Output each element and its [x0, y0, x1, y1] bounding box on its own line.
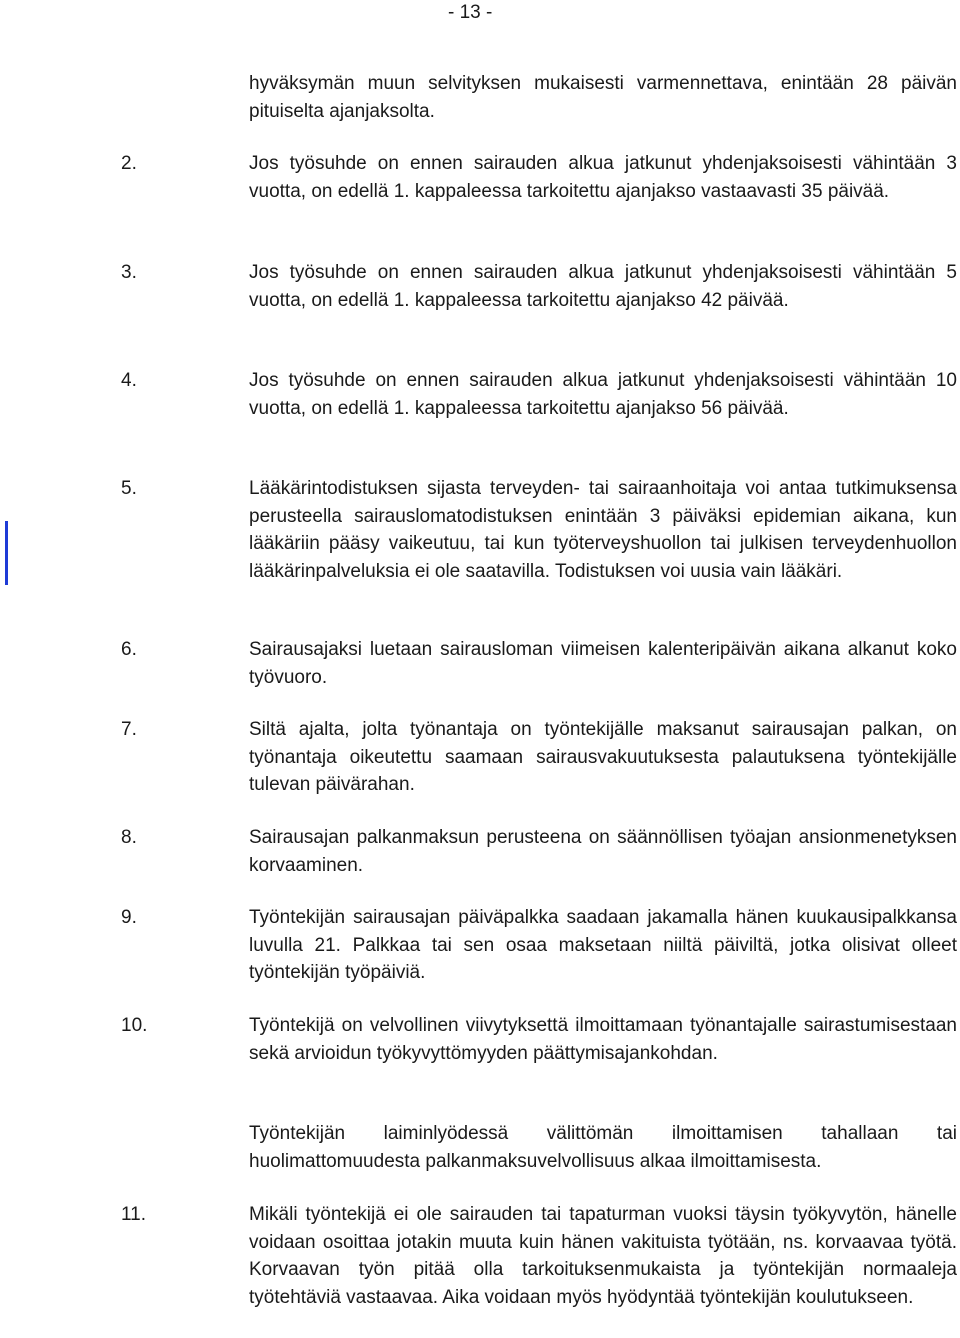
page-number: - 13 - [448, 2, 493, 23]
list-item-number: 5. [121, 478, 137, 499]
list-item-number: 7. [121, 719, 137, 740]
revision-change-bar [5, 521, 8, 585]
list-item-number: 9. [121, 907, 137, 928]
list-item-text: Sairausajan palkanmaksun perusteena on säännöllisen työajan ansionmenetyksen korvaaminen. [249, 827, 957, 876]
list-item-text: Mikäli työntekijä ei ole sairauden tai tapaturman vuoksi täysin työkyvytön, hänelle voidaan osoittaa jotakin muuta kuin hänen vakituista työtään, ns. korvaavaa työtä. Korvaavan työn pitää olla tarkoituksenmukaista ja työntekijän normaaleja työtehtäviä vastaavaa. Aika voidaan myös hyödyntää työntekijän koulutukseen. [249, 1204, 957, 1308]
list-item-text: Työntekijän sairausajan päiväpalkka saadaan jakamalla hänen kuukausipalkkansa luvulla 21. Palkkaa tai sen osaa maksetaan niiltä päiviltä, jotka olisivat olleet työntekijän työpäiviä. [249, 907, 957, 983]
list-item-text: Työntekijä on velvollinen viivytyksettä ilmoittamaan työnantajalle sairastumisestaan sekä arvioidun työkyvyttömyyden päättymisajankohdan. [249, 1015, 957, 1064]
list-item-number: 6. [121, 639, 137, 660]
intro-paragraph: hyväksymän muun selvityksen mukaisesti varmennettava, enintään 28 päivän pituiselta ajanjaksolta. [249, 73, 957, 122]
list-item-number: 4. [121, 370, 137, 391]
list-item-text: Jos työsuhde on ennen sairauden alkua jatkunut yhdenjaksoisesti vähintään 10 vuotta, on edellä 1. kappaleessa tarkoitettu ajanjakso 56 päivää. [249, 370, 957, 419]
list-item-text: Siltä ajalta, jolta työnantaja on työntekijälle maksanut sairausajan palkan, on työnantaja oikeutettu saamaan sairausvakuutuksesta palautuksena työntekijälle tulevan päivärahan. [249, 719, 957, 795]
list-item-number: 8. [121, 827, 137, 848]
item-10-followup-paragraph: Työntekijän laiminlyödessä välittömän ilmoittamisen tahallaan tai huolimattomuudesta palkanmaksuvelvollisuus alkaa ilmoittamisesta. [249, 1123, 957, 1172]
list-item-text: Jos työsuhde on ennen sairauden alkua jatkunut yhdenjaksoisesti vähintään 3 vuotta, on edellä 1. kappaleessa tarkoitettu ajanjakso vastaavasti 35 päivää. [249, 153, 957, 202]
list-item-number: 10. [121, 1015, 148, 1036]
list-item-number: 2. [121, 153, 137, 174]
list-item-number: 3. [121, 262, 137, 283]
list-item-text: Lääkärintodistuksen sijasta terveyden- tai sairaanhoitaja voi antaa tutkimuksensa perusteella sairauslomatodistuksen enintään 3 päiväksi epidemian aikana, kun lääkäriin pääsy vaikeutuu, tai kun työterveyshuollon tai julkisen terveydenhuollon lääkärinpalveluksia ei ole saatavilla. Todistuksen voi uusia vain lääkäri. [249, 478, 957, 582]
list-item-number: 11. [121, 1204, 147, 1225]
list-item-text: Sairausajaksi luetaan sairausloman viimeisen kalenteripäivän aikana alkanut koko työvuoro. [249, 639, 957, 688]
list-item-text: Jos työsuhde on ennen sairauden alkua jatkunut yhdenjaksoisesti vähintään 5 vuotta, on edellä 1. kappaleessa tarkoitettu ajanjakso 42 päivää. [249, 262, 957, 311]
